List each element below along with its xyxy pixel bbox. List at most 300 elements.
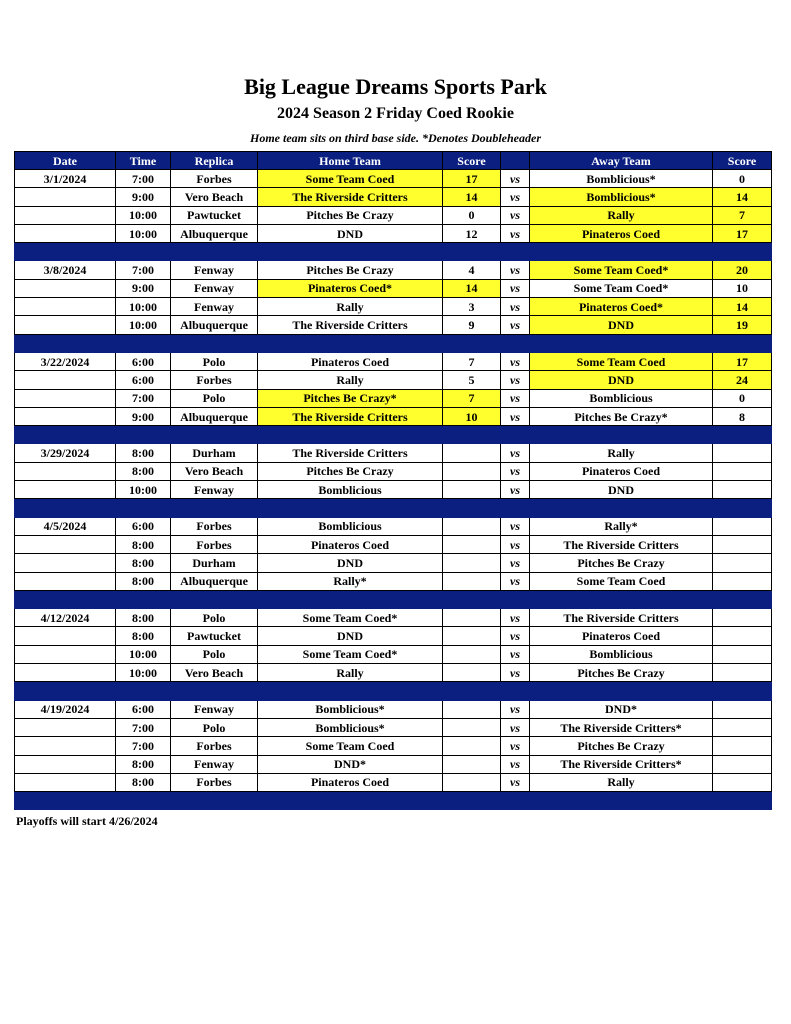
separator-cell bbox=[713, 334, 772, 352]
away-score: 17 bbox=[713, 352, 772, 370]
home-score: 7 bbox=[443, 352, 501, 370]
away-score bbox=[713, 554, 772, 572]
game-field: Fenway bbox=[171, 700, 258, 718]
game-field: Fenway bbox=[171, 279, 258, 297]
game-field: Forbes bbox=[171, 517, 258, 535]
separator-cell bbox=[116, 682, 171, 700]
header-replica: Replica bbox=[171, 152, 258, 170]
away-score bbox=[713, 737, 772, 755]
separator-cell bbox=[258, 682, 443, 700]
game-date bbox=[15, 645, 116, 663]
game-row bbox=[15, 188, 772, 206]
game-time: 10:00 bbox=[116, 224, 171, 242]
separator-cell bbox=[15, 499, 116, 517]
home-score bbox=[443, 462, 501, 480]
separator-cell bbox=[530, 792, 713, 810]
game-row bbox=[15, 755, 772, 773]
game-time: 7:00 bbox=[116, 170, 171, 188]
vs-label: vs bbox=[501, 352, 530, 370]
playoffs-note: Playoffs will start 4/26/2024 bbox=[16, 814, 158, 828]
away-score bbox=[713, 645, 772, 663]
game-time: 10:00 bbox=[116, 645, 171, 663]
game-date bbox=[15, 462, 116, 480]
game-field: Durham bbox=[171, 444, 258, 462]
week-separator bbox=[15, 682, 772, 700]
game-row bbox=[15, 664, 772, 682]
week-separator bbox=[15, 426, 772, 444]
away-score bbox=[713, 609, 772, 627]
away-score bbox=[713, 462, 772, 480]
game-date bbox=[15, 627, 116, 645]
home-team: Pitches Be Crazy* bbox=[258, 389, 443, 407]
game-field: Forbes bbox=[171, 170, 258, 188]
away-team: Some Team Coed bbox=[530, 352, 713, 370]
game-row bbox=[15, 261, 772, 279]
week-separator bbox=[15, 243, 772, 261]
home-score: 12 bbox=[443, 224, 501, 242]
separator-cell bbox=[501, 792, 530, 810]
separator-cell bbox=[171, 682, 258, 700]
home-team: Pitches Be Crazy bbox=[258, 261, 443, 279]
home-team: Pitches Be Crazy bbox=[258, 206, 443, 224]
separator-cell bbox=[116, 243, 171, 261]
page-title: Big League Dreams Sports Park bbox=[244, 74, 547, 99]
game-field: Polo bbox=[171, 718, 258, 736]
game-time: 8:00 bbox=[116, 755, 171, 773]
separator-cell bbox=[15, 682, 116, 700]
away-score: 14 bbox=[713, 298, 772, 316]
game-date bbox=[15, 572, 116, 590]
game-time: 10:00 bbox=[116, 298, 171, 316]
game-time: 6:00 bbox=[116, 371, 171, 389]
home-team: Some Team Coed* bbox=[258, 645, 443, 663]
vs-label: vs bbox=[501, 700, 530, 718]
game-date bbox=[15, 206, 116, 224]
game-date: 3/29/2024 bbox=[15, 444, 116, 462]
game-row bbox=[15, 407, 772, 425]
home-team: Pinateros Coed bbox=[258, 535, 443, 553]
game-date bbox=[15, 389, 116, 407]
game-time: 7:00 bbox=[116, 261, 171, 279]
home-score bbox=[443, 645, 501, 663]
away-team: DND bbox=[530, 371, 713, 389]
separator-cell bbox=[116, 334, 171, 352]
away-score: 20 bbox=[713, 261, 772, 279]
away-team: DND bbox=[530, 481, 713, 499]
game-row bbox=[15, 535, 772, 553]
separator-cell bbox=[713, 792, 772, 810]
home-score: 5 bbox=[443, 371, 501, 389]
game-row bbox=[15, 170, 772, 188]
away-score: 0 bbox=[713, 170, 772, 188]
header-date: Date bbox=[15, 152, 116, 170]
home-score bbox=[443, 664, 501, 682]
game-row bbox=[15, 700, 772, 718]
game-date bbox=[15, 298, 116, 316]
game-date bbox=[15, 737, 116, 755]
home-score: 14 bbox=[443, 279, 501, 297]
home-score bbox=[443, 755, 501, 773]
separator-cell bbox=[15, 792, 116, 810]
away-team: The Riverside Critters bbox=[530, 609, 713, 627]
separator-cell bbox=[116, 590, 171, 608]
game-date: 3/1/2024 bbox=[15, 170, 116, 188]
game-row bbox=[15, 481, 772, 499]
away-team: Pitches Be Crazy bbox=[530, 737, 713, 755]
game-time: 8:00 bbox=[116, 554, 171, 572]
separator-cell bbox=[501, 426, 530, 444]
vs-label: vs bbox=[501, 517, 530, 535]
vs-label: vs bbox=[501, 444, 530, 462]
home-score: 17 bbox=[443, 170, 501, 188]
vs-label: vs bbox=[501, 206, 530, 224]
game-row bbox=[15, 718, 772, 736]
vs-label: vs bbox=[501, 554, 530, 572]
vs-label: vs bbox=[501, 481, 530, 499]
separator-cell bbox=[501, 590, 530, 608]
vs-label: vs bbox=[501, 572, 530, 590]
game-field: Pawtucket bbox=[171, 627, 258, 645]
separator-cell bbox=[501, 243, 530, 261]
game-time: 8:00 bbox=[116, 462, 171, 480]
away-score: 10 bbox=[713, 279, 772, 297]
vs-label: vs bbox=[501, 773, 530, 791]
game-time: 8:00 bbox=[116, 773, 171, 791]
away-team: Rally* bbox=[530, 517, 713, 535]
game-time: 10:00 bbox=[116, 481, 171, 499]
header-away-team: Away Team bbox=[530, 152, 713, 170]
game-time: 10:00 bbox=[116, 206, 171, 224]
separator-cell bbox=[530, 590, 713, 608]
home-score bbox=[443, 535, 501, 553]
game-row bbox=[15, 554, 772, 572]
home-team: Pitches Be Crazy bbox=[258, 462, 443, 480]
game-date: 3/22/2024 bbox=[15, 352, 116, 370]
game-field: Pawtucket bbox=[171, 206, 258, 224]
vs-label: vs bbox=[501, 627, 530, 645]
vs-label: vs bbox=[501, 664, 530, 682]
away-score bbox=[713, 664, 772, 682]
vs-label: vs bbox=[501, 261, 530, 279]
header-vs bbox=[501, 152, 530, 170]
separator-cell bbox=[713, 499, 772, 517]
away-team: Bomblicious bbox=[530, 645, 713, 663]
week-separator bbox=[15, 499, 772, 517]
home-team: Bomblicious* bbox=[258, 718, 443, 736]
away-team: The Riverside Critters* bbox=[530, 718, 713, 736]
away-score: 19 bbox=[713, 316, 772, 334]
separator-cell bbox=[116, 792, 171, 810]
separator-cell bbox=[258, 590, 443, 608]
game-field: Durham bbox=[171, 554, 258, 572]
away-team: Bomblicious* bbox=[530, 188, 713, 206]
separator-cell bbox=[171, 243, 258, 261]
away-score bbox=[713, 755, 772, 773]
home-team: Bomblicious bbox=[258, 481, 443, 499]
game-row bbox=[15, 316, 772, 334]
separator-cell bbox=[116, 426, 171, 444]
away-team: The Riverside Critters bbox=[530, 535, 713, 553]
game-field: Polo bbox=[171, 609, 258, 627]
game-date bbox=[15, 407, 116, 425]
game-row bbox=[15, 737, 772, 755]
away-score: 17 bbox=[713, 224, 772, 242]
away-score bbox=[713, 700, 772, 718]
away-team: Rally bbox=[530, 444, 713, 462]
home-team: Rally bbox=[258, 298, 443, 316]
separator-cell bbox=[258, 334, 443, 352]
separator-cell bbox=[171, 792, 258, 810]
game-date bbox=[15, 554, 116, 572]
game-time: 7:00 bbox=[116, 737, 171, 755]
game-time: 8:00 bbox=[116, 444, 171, 462]
home-team: DND bbox=[258, 224, 443, 242]
home-team: The Riverside Critters bbox=[258, 444, 443, 462]
game-date bbox=[15, 481, 116, 499]
away-score bbox=[713, 444, 772, 462]
game-date bbox=[15, 718, 116, 736]
game-time: 9:00 bbox=[116, 279, 171, 297]
separator-cell bbox=[713, 243, 772, 261]
home-score: 7 bbox=[443, 389, 501, 407]
game-time: 8:00 bbox=[116, 535, 171, 553]
away-score bbox=[713, 572, 772, 590]
game-row bbox=[15, 352, 772, 370]
vs-label: vs bbox=[501, 371, 530, 389]
game-row bbox=[15, 627, 772, 645]
header-home-score: Score bbox=[443, 152, 501, 170]
separator-cell bbox=[443, 243, 501, 261]
game-field: Fenway bbox=[171, 298, 258, 316]
game-field: Vero Beach bbox=[171, 188, 258, 206]
vs-label: vs bbox=[501, 316, 530, 334]
home-score bbox=[443, 773, 501, 791]
away-team: Rally bbox=[530, 773, 713, 791]
home-score bbox=[443, 718, 501, 736]
away-score: 24 bbox=[713, 371, 772, 389]
home-team: The Riverside Critters bbox=[258, 188, 443, 206]
home-team: Some Team Coed* bbox=[258, 609, 443, 627]
separator-cell bbox=[530, 334, 713, 352]
home-team: Rally* bbox=[258, 572, 443, 590]
game-date bbox=[15, 316, 116, 334]
separator-cell bbox=[501, 334, 530, 352]
away-team: Bomblicious* bbox=[530, 170, 713, 188]
away-team: Pitches Be Crazy bbox=[530, 554, 713, 572]
away-team: DND* bbox=[530, 700, 713, 718]
separator-cell bbox=[171, 590, 258, 608]
vs-label: vs bbox=[501, 224, 530, 242]
separator-cell bbox=[443, 682, 501, 700]
home-score bbox=[443, 554, 501, 572]
away-score: 0 bbox=[713, 389, 772, 407]
separator-cell bbox=[258, 426, 443, 444]
header-row bbox=[15, 152, 772, 170]
home-team: DND bbox=[258, 554, 443, 572]
vs-label: vs bbox=[501, 737, 530, 755]
game-field: Polo bbox=[171, 352, 258, 370]
home-team: Rally bbox=[258, 664, 443, 682]
vs-label: vs bbox=[501, 279, 530, 297]
home-score bbox=[443, 572, 501, 590]
separator-cell bbox=[15, 590, 116, 608]
vs-label: vs bbox=[501, 298, 530, 316]
separator-cell bbox=[443, 590, 501, 608]
home-team: Some Team Coed bbox=[258, 737, 443, 755]
game-date: 4/19/2024 bbox=[15, 700, 116, 718]
vs-label: vs bbox=[501, 407, 530, 425]
game-date bbox=[15, 755, 116, 773]
schedule-table bbox=[14, 151, 772, 810]
header-home-team: Home Team bbox=[258, 152, 443, 170]
game-date: 3/8/2024 bbox=[15, 261, 116, 279]
home-score bbox=[443, 481, 501, 499]
away-team: The Riverside Critters* bbox=[530, 755, 713, 773]
home-team: Pinateros Coed* bbox=[258, 279, 443, 297]
away-team: Pinateros Coed bbox=[530, 224, 713, 242]
home-score: 4 bbox=[443, 261, 501, 279]
away-score: 8 bbox=[713, 407, 772, 425]
game-field: Albuquerque bbox=[171, 316, 258, 334]
home-team: Bomblicious bbox=[258, 517, 443, 535]
away-team: Pinateros Coed* bbox=[530, 298, 713, 316]
game-field: Fenway bbox=[171, 261, 258, 279]
game-time: 9:00 bbox=[116, 188, 171, 206]
vs-label: vs bbox=[501, 462, 530, 480]
home-score: 10 bbox=[443, 407, 501, 425]
schedule-note: Home team sits on third base side. *Denotes Doubleheader bbox=[250, 131, 541, 145]
game-time: 7:00 bbox=[116, 389, 171, 407]
home-score bbox=[443, 737, 501, 755]
game-field: Forbes bbox=[171, 773, 258, 791]
away-team: Pitches Be Crazy bbox=[530, 664, 713, 682]
separator-cell bbox=[443, 499, 501, 517]
home-team: DND* bbox=[258, 755, 443, 773]
separator-cell bbox=[15, 243, 116, 261]
away-score bbox=[713, 718, 772, 736]
game-row bbox=[15, 645, 772, 663]
separator-cell bbox=[258, 792, 443, 810]
separator-cell bbox=[15, 334, 116, 352]
away-score: 14 bbox=[713, 188, 772, 206]
game-row bbox=[15, 444, 772, 462]
game-date bbox=[15, 279, 116, 297]
vs-label: vs bbox=[501, 188, 530, 206]
away-team: Pinateros Coed bbox=[530, 462, 713, 480]
game-time: 8:00 bbox=[116, 572, 171, 590]
away-score bbox=[713, 773, 772, 791]
game-field: Albuquerque bbox=[171, 572, 258, 590]
separator-cell bbox=[713, 590, 772, 608]
game-row bbox=[15, 609, 772, 627]
week-separator bbox=[15, 792, 772, 810]
vs-label: vs bbox=[501, 609, 530, 627]
home-team: The Riverside Critters bbox=[258, 407, 443, 425]
game-row bbox=[15, 462, 772, 480]
home-team: Bomblicious* bbox=[258, 700, 443, 718]
away-score bbox=[713, 481, 772, 499]
separator-cell bbox=[171, 334, 258, 352]
home-team: Pinateros Coed bbox=[258, 352, 443, 370]
home-score bbox=[443, 700, 501, 718]
game-time: 8:00 bbox=[116, 627, 171, 645]
game-time: 9:00 bbox=[116, 407, 171, 425]
home-score bbox=[443, 627, 501, 645]
game-time: 7:00 bbox=[116, 718, 171, 736]
game-field: Fenway bbox=[171, 755, 258, 773]
vs-label: vs bbox=[501, 535, 530, 553]
header-away-score: Score bbox=[713, 152, 772, 170]
separator-cell bbox=[258, 499, 443, 517]
game-date bbox=[15, 224, 116, 242]
separator-cell bbox=[171, 499, 258, 517]
home-team: Some Team Coed bbox=[258, 170, 443, 188]
game-date bbox=[15, 188, 116, 206]
game-row bbox=[15, 224, 772, 242]
separator-cell bbox=[443, 792, 501, 810]
home-score: 3 bbox=[443, 298, 501, 316]
separator-cell bbox=[501, 682, 530, 700]
separator-cell bbox=[443, 426, 501, 444]
separator-cell bbox=[530, 243, 713, 261]
away-team: Some Team Coed* bbox=[530, 261, 713, 279]
page-subtitle: 2024 Season 2 Friday Coed Rookie bbox=[277, 105, 514, 122]
away-score bbox=[713, 517, 772, 535]
home-team: DND bbox=[258, 627, 443, 645]
game-row bbox=[15, 298, 772, 316]
game-time: 10:00 bbox=[116, 664, 171, 682]
game-field: Vero Beach bbox=[171, 462, 258, 480]
vs-label: vs bbox=[501, 389, 530, 407]
game-field: Polo bbox=[171, 389, 258, 407]
home-score bbox=[443, 609, 501, 627]
away-team: Bomblicious bbox=[530, 389, 713, 407]
away-score bbox=[713, 627, 772, 645]
separator-cell bbox=[530, 426, 713, 444]
game-field: Polo bbox=[171, 645, 258, 663]
away-score bbox=[713, 535, 772, 553]
separator-cell bbox=[530, 499, 713, 517]
game-field: Albuquerque bbox=[171, 224, 258, 242]
separator-cell bbox=[713, 682, 772, 700]
separator-cell bbox=[171, 426, 258, 444]
game-field: Forbes bbox=[171, 737, 258, 755]
game-row bbox=[15, 517, 772, 535]
game-time: 6:00 bbox=[116, 700, 171, 718]
home-score: 14 bbox=[443, 188, 501, 206]
game-date bbox=[15, 773, 116, 791]
game-row bbox=[15, 279, 772, 297]
away-team: DND bbox=[530, 316, 713, 334]
game-date bbox=[15, 664, 116, 682]
separator-cell bbox=[713, 426, 772, 444]
game-field: Vero Beach bbox=[171, 664, 258, 682]
game-time: 10:00 bbox=[116, 316, 171, 334]
game-row bbox=[15, 773, 772, 791]
vs-label: vs bbox=[501, 645, 530, 663]
away-team: Some Team Coed bbox=[530, 572, 713, 590]
game-date bbox=[15, 535, 116, 553]
header-time: Time bbox=[116, 152, 171, 170]
game-time: 6:00 bbox=[116, 517, 171, 535]
separator-cell bbox=[116, 499, 171, 517]
home-score bbox=[443, 444, 501, 462]
vs-label: vs bbox=[501, 170, 530, 188]
game-row bbox=[15, 572, 772, 590]
game-row bbox=[15, 206, 772, 224]
game-row bbox=[15, 371, 772, 389]
vs-label: vs bbox=[501, 718, 530, 736]
